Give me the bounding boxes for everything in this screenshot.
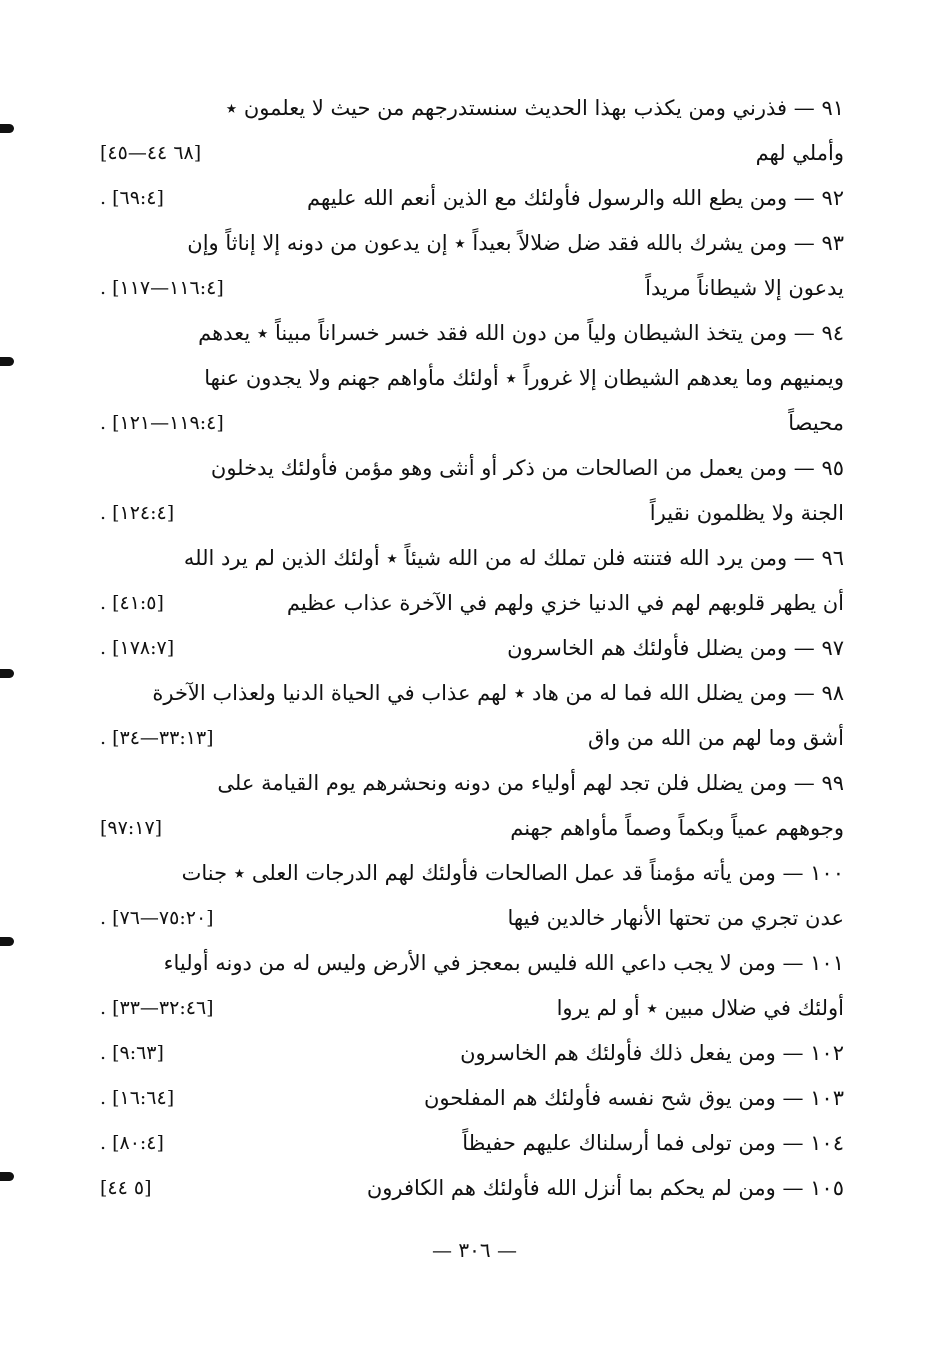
verse-entry	[100, 221, 844, 311]
verse-text: ٩٤ — ومن يتخذ الشيطان ولياً من دون الله فقد خسر خسراناً مبيناً ٭ يعدهم	[198, 321, 844, 345]
page-number: — ٣٠٦ —	[432, 1238, 517, 1262]
verse-line	[100, 896, 844, 941]
verse-line	[100, 311, 844, 356]
verse-reference: [١٧٨:٧] .	[100, 637, 175, 659]
verse-reference: [١٦:٦٤] .	[100, 1087, 175, 1109]
verse-reference: [٨٠:٤] .	[100, 1132, 164, 1154]
verse-text: ١٠٥ — ومن لم يحكم بما أنزل الله فأولئك هم الكافرون	[366, 1176, 844, 1200]
verse-reference: [٣٣:١٣—٣٤] .	[100, 727, 214, 749]
verse-text: ٩٣ — ومن يشرك بالله فقد ضل ضلالاً بعيداً ٭ إن يدعون من دونه إلا إناثاً وإن	[187, 231, 844, 255]
scan-edge-mark	[0, 357, 14, 366]
verse-reference: [١١٦:٤—١١٧] .	[100, 277, 224, 299]
verse-text: ٩٧ — ومن يضلل فأولئك هم الخاسرون	[507, 636, 844, 660]
verse-reference: [٤١:٥] .	[100, 592, 164, 614]
verse-line	[100, 176, 844, 221]
verse-line	[100, 401, 844, 446]
verse-entry	[100, 176, 844, 221]
verse-line	[100, 806, 844, 851]
verse-line	[100, 266, 844, 311]
verse-line	[100, 356, 844, 401]
verse-entry	[100, 671, 844, 761]
verse-reference: [٥ ٤٤]	[100, 1177, 152, 1199]
verse-text: ١٠٢ — ومن يفعل ذلك فأولئك هم الخاسرون	[460, 1041, 844, 1065]
verse-reference: [١٢٤:٤] .	[100, 502, 175, 524]
verse-line	[100, 1121, 844, 1166]
verse-entry	[100, 536, 844, 626]
verse-text: أن يطهر قلوبهم لهم في الدنيا خزي ولهم في الآخرة عذاب عظيم	[286, 591, 844, 615]
verse-entry	[100, 1166, 844, 1211]
verse-text: ١٠٤ — ومن تولى فما أرسلناك عليهم حفيظاً	[462, 1131, 844, 1155]
verse-text: ٩٥ — ومن يعمل من الصالحات من ذكر أو أنثى وهو مؤمن فأولئك يدخلون	[210, 456, 844, 480]
verse-line	[100, 986, 844, 1031]
verse-reference: [٧٥:٢٠—٧٦] .	[100, 907, 214, 929]
verse-reference: [٦٨ ٤٤—٤٥]	[100, 142, 202, 164]
verse-text: ٩٦ — ومن يرد الله فتنته فلن تملك له من الله شيئاً ٭ أولئك الذين لم يرد الله	[183, 546, 844, 570]
scan-edge-mark	[0, 669, 14, 678]
verse-entry	[100, 626, 844, 671]
verse-line	[100, 1076, 844, 1121]
verse-text: أولئك في ضلال مبين ٭ أو لم يروا	[556, 996, 844, 1020]
verse-text: ١٠٠ — ومن يأته مؤمناً قد عمل الصالحات فأولئك لهم الدرجات العلى ٭ جنات	[181, 861, 844, 885]
verse-reference: [٣٢:٤٦—٣٣] .	[100, 997, 214, 1019]
verse-reference: [٦٩:٤] .	[100, 187, 164, 209]
verse-line	[100, 221, 844, 266]
verse-line	[100, 671, 844, 716]
verse-entry	[100, 1121, 844, 1166]
verse-text: وجوههم عمياً وبكماً وصماً مأواهم جهنم	[510, 816, 844, 840]
verse-text: الجنة ولا يظلمون نقيراً	[649, 501, 844, 525]
verse-line	[100, 941, 844, 986]
scan-edge-mark	[0, 124, 14, 133]
verse-text: ١٠٣ — ومن يوق شح نفسه فأولئك هم المفلحون	[423, 1086, 844, 1110]
verse-reference: [٩٧:١٧]	[100, 817, 163, 839]
verse-line	[100, 131, 844, 176]
verse-text: ويمنيهم وما يعدهم الشيطان إلا غروراً ٭ أولئك مأواهم جهنم ولا يجدون عنها	[204, 366, 844, 390]
scan-edge-mark	[0, 1172, 14, 1181]
verse-text: أشق وما لهم من الله من واق	[587, 726, 844, 750]
verse-line	[100, 86, 844, 131]
verse-line	[100, 716, 844, 761]
verse-line	[100, 761, 844, 806]
verse-text: ٩١ — فذرني ومن يكذب بهذا الحديث سنستدرجهم من حيث لا يعلمون ٭	[225, 96, 844, 120]
verse-text: يدعون إلا شيطاناً مريداً	[645, 276, 844, 300]
verse-text: ١٠١ — ومن لا يجب داعي الله فليس بمعجز في الأرض وليس له من دونه أولياء	[163, 951, 844, 975]
verse-text: ٩٩ — ومن يضلل فلن تجد لهم أولياء من دونه ونحشرهم يوم القيامة على	[217, 771, 844, 795]
verse-reference: [٩:٦٣] .	[100, 1042, 164, 1064]
verse-entry	[100, 941, 844, 1031]
verse-text: محيصاً	[788, 411, 844, 435]
verse-line	[100, 446, 844, 491]
verse-text: ٩٢ — ومن يطع الله والرسول فأولئك مع الذين أنعم الله عليهم	[307, 186, 844, 210]
verse-entry	[100, 1076, 844, 1121]
verse-text: وأملي لهم	[755, 141, 844, 165]
verse-line	[100, 851, 844, 896]
verse-entry	[100, 86, 844, 176]
verse-text: عدن تجري من تحتها الأنهار خالدين فيها	[507, 906, 844, 930]
verse-entry	[100, 761, 844, 851]
verse-line	[100, 536, 844, 581]
verse-reference: [١١٩:٤—١٢١] .	[100, 412, 224, 434]
verse-line	[100, 1031, 844, 1076]
verse-line	[100, 626, 844, 671]
verse-entry	[100, 311, 844, 446]
verse-line	[100, 491, 844, 536]
verse-line	[100, 581, 844, 626]
verse-entry	[100, 851, 844, 941]
verse-list	[100, 86, 844, 1211]
verse-entry	[100, 446, 844, 536]
verse-text: ٩٨ — ومن يضلل الله فما له من هاد ٭ لهم عذاب في الحياة الدنيا ولعذاب الآخرة	[152, 681, 844, 705]
verse-entry	[100, 1031, 844, 1076]
verse-line	[100, 1166, 844, 1211]
scan-edge-mark	[0, 937, 14, 946]
